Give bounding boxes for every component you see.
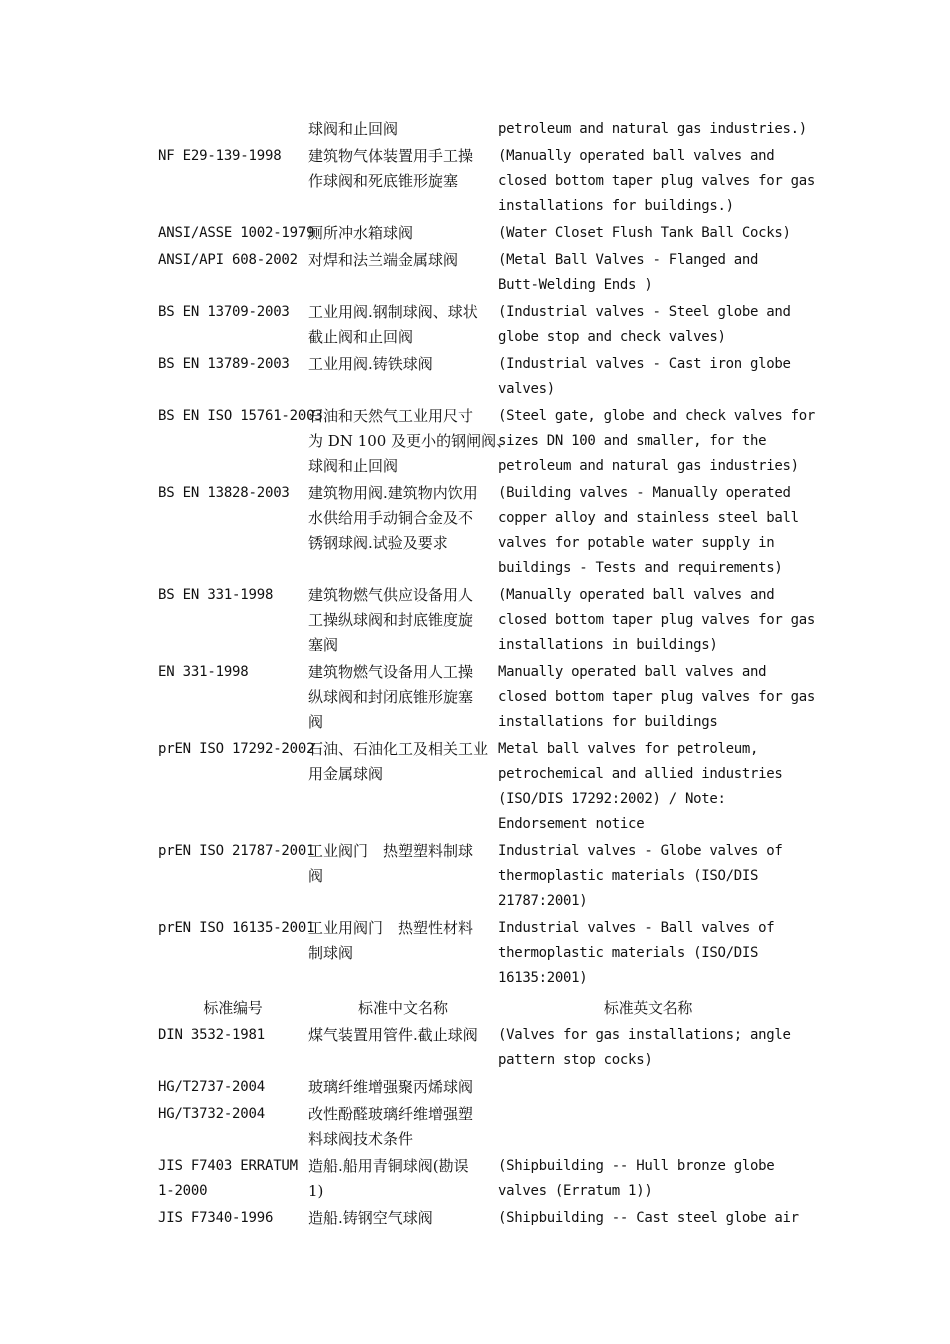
standard-code-cell bbox=[158, 144, 308, 169]
english-name-cell bbox=[498, 117, 807, 142]
chinese-name-line: 为 DN 100 及更小的钢闸阀、 bbox=[308, 432, 512, 450]
chinese-name-line: 纵球阀和封闭底锥形旋塞 bbox=[308, 688, 474, 706]
english-name-line: closed bottom taper plug valves for gas bbox=[498, 612, 816, 628]
chinese-name-line: 造船.铸钢空气球阀 bbox=[308, 1209, 433, 1227]
chinese-name-line: 建筑物燃气设备用人工操 bbox=[308, 663, 474, 681]
english-name-line: petroleum and natural gas industries.) bbox=[498, 121, 807, 137]
table-row bbox=[158, 481, 798, 581]
table-row bbox=[158, 1023, 798, 1073]
header-code: 标准编号 bbox=[203, 999, 263, 1017]
chinese-name-line: 截止阀和止回阀 bbox=[308, 328, 414, 346]
english-name-line: valves for potable water supply in bbox=[498, 535, 775, 551]
english-name-line: (Water Closet Flush Tank Ball Cocks) bbox=[498, 225, 791, 241]
chinese-name-line: 对焊和法兰端金属球阀 bbox=[308, 251, 459, 269]
chinese-name-line: 球阀和止回阀 bbox=[308, 457, 399, 475]
table-row bbox=[158, 248, 798, 298]
chinese-name-line: 塞阀 bbox=[308, 636, 339, 654]
standard-code-cell bbox=[158, 1206, 308, 1231]
english-name-line: Industrial valves - Globe valves of bbox=[498, 843, 783, 859]
standard-code-cell bbox=[158, 1075, 308, 1100]
table-row bbox=[158, 839, 798, 914]
standard-code-line: ANSI/API 608-2002 bbox=[158, 252, 298, 268]
standard-code-line: BS EN 13709-2003 bbox=[158, 304, 290, 320]
english-name-cell bbox=[498, 1206, 798, 1231]
standard-code-line: NF E29-139-1998 bbox=[158, 148, 282, 164]
english-name-line: 21787:2001) bbox=[498, 893, 588, 909]
standard-code-line: JIS F7340-1996 bbox=[158, 1210, 274, 1226]
table-row bbox=[158, 737, 798, 837]
table-row bbox=[158, 300, 798, 350]
chinese-name-cell bbox=[308, 1023, 498, 1048]
english-name-cell bbox=[498, 839, 798, 914]
standard-code-cell bbox=[158, 916, 315, 941]
table-row bbox=[158, 660, 816, 735]
chinese-name-line: 制球阀 bbox=[308, 944, 354, 962]
english-name-line: Butt-Welding Ends ) bbox=[498, 277, 653, 293]
chinese-name-line: 料球阀技术条件 bbox=[308, 1130, 414, 1148]
english-name-line: installations for buildings bbox=[498, 714, 718, 730]
english-name-cell bbox=[498, 1023, 798, 1073]
chinese-name-cell bbox=[308, 144, 498, 194]
chinese-name-line: 建筑物燃气供应设备用人 bbox=[308, 586, 474, 604]
english-name-line: (Shipbuilding -- Cast steel globe air bbox=[498, 1210, 799, 1226]
table-header bbox=[158, 993, 798, 1023]
standard-code-cell bbox=[158, 352, 308, 377]
english-name-line: pattern stop cocks) bbox=[498, 1052, 653, 1068]
english-name-line: 16135:2001) bbox=[498, 970, 588, 986]
standard-code-line: EN 331-1998 bbox=[158, 664, 249, 680]
chinese-name-cell bbox=[308, 481, 498, 556]
english-name-cell bbox=[498, 221, 798, 246]
table-row bbox=[158, 583, 816, 658]
chinese-name-line: 工业用阀.铸铁球阀 bbox=[308, 355, 433, 373]
standard-code-cell bbox=[158, 1023, 308, 1048]
chinese-name-line: 水供给用手动铜合金及不 bbox=[308, 509, 474, 527]
english-name-cell bbox=[498, 737, 798, 837]
standard-code-line: BS EN 331-1998 bbox=[158, 587, 274, 603]
chinese-name-cell bbox=[308, 1102, 498, 1152]
standard-code-line: prEN ISO 21787-2001 bbox=[158, 843, 315, 859]
standard-code-line: BS EN ISO 15761-2003 bbox=[158, 408, 323, 424]
english-name-line: copper alloy and stainless steel ball bbox=[498, 510, 799, 526]
standard-code-line: BS EN 13789-2003 bbox=[158, 356, 290, 372]
english-name-line: thermoplastic materials (ISO/DIS bbox=[498, 945, 759, 961]
english-name-line: installations for buildings.) bbox=[498, 198, 734, 214]
english-name-cell bbox=[498, 916, 798, 991]
english-name-line: Manually operated ball valves and bbox=[498, 664, 767, 680]
english-name-line: thermoplastic materials (ISO/DIS bbox=[498, 868, 759, 884]
chinese-name-line: 1) bbox=[308, 1182, 324, 1200]
chinese-name-line: 阀 bbox=[308, 867, 324, 885]
chinese-name-line: 作球阀和死底锥形旋塞 bbox=[308, 172, 459, 190]
standard-code-cell bbox=[158, 1154, 308, 1204]
standard-code-cell bbox=[158, 300, 308, 325]
table-row bbox=[158, 1075, 798, 1100]
table-row bbox=[158, 1154, 798, 1204]
standard-code-cell bbox=[158, 248, 308, 273]
chinese-name-line: 玻璃纤维增强聚丙烯球阀 bbox=[308, 1078, 474, 1096]
english-name-line: (Industrial valves - Steel globe and bbox=[498, 304, 791, 320]
standard-code-cell bbox=[158, 481, 308, 506]
english-name-line: Endorsement notice bbox=[498, 816, 645, 832]
chinese-name-line: 厕所冲水箱球阀 bbox=[308, 224, 414, 242]
chinese-name-line: 建筑物用阀.建筑物内饮用 bbox=[308, 484, 478, 502]
english-name-line: (Valves for gas installations; angle bbox=[498, 1027, 791, 1043]
english-name-line: (Industrial valves - Cast iron globe bbox=[498, 356, 791, 372]
standard-code-cell bbox=[158, 221, 315, 246]
standards-table bbox=[158, 117, 816, 1233]
chinese-name-cell bbox=[308, 248, 498, 273]
chinese-name-line: 锈钢球阀.试验及要求 bbox=[308, 534, 448, 552]
standard-code-line: prEN ISO 17292-2002 bbox=[158, 741, 315, 757]
chinese-name-cell bbox=[308, 583, 498, 658]
standards-rows-before-header bbox=[158, 117, 816, 993]
chinese-name-line: 石油、石油化工及相关工业 bbox=[308, 740, 489, 758]
chinese-name-cell bbox=[308, 1075, 498, 1100]
english-name-line: globe stop and check valves) bbox=[498, 329, 726, 345]
chinese-name-cell bbox=[308, 1206, 498, 1231]
standard-code-line: ANSI/ASSE 1002-1979 bbox=[158, 225, 315, 241]
standard-code-cell bbox=[158, 839, 315, 864]
chinese-name-line: 建筑物气体装置用手工操 bbox=[308, 147, 474, 165]
table-row bbox=[158, 144, 816, 219]
english-name-cell bbox=[498, 1154, 798, 1204]
english-name-cell bbox=[498, 404, 816, 479]
chinese-name-cell bbox=[308, 352, 498, 377]
standard-code-line: DIN 3532-1981 bbox=[158, 1027, 265, 1043]
english-name-line: valves) bbox=[498, 381, 555, 397]
english-name-line: (ISO/DIS 17292:2002) / Note: bbox=[498, 791, 726, 807]
standard-code-cell bbox=[158, 1102, 308, 1127]
chinese-name-line: 煤气装置用管件.截止球阀 bbox=[308, 1026, 478, 1044]
chinese-name-line: 工操纵球阀和封底锥度旋 bbox=[308, 611, 474, 629]
chinese-name-line: 工业用阀.钢制球阀、球状 bbox=[308, 303, 478, 321]
english-name-line: (Metal Ball Valves - Flanged and bbox=[498, 252, 759, 268]
standard-code-line: BS EN 13828-2003 bbox=[158, 485, 290, 501]
chinese-name-line: 石油和天然气工业用尺寸 bbox=[308, 407, 474, 425]
chinese-name-cell bbox=[308, 737, 498, 787]
standard-code-line: HG/T3732-2004 bbox=[158, 1106, 265, 1122]
header-chinese-name: 标准中文名称 bbox=[357, 999, 448, 1017]
table-row bbox=[158, 916, 798, 991]
english-name-line: (Manually operated ball valves and bbox=[498, 587, 775, 603]
chinese-name-cell bbox=[308, 117, 498, 142]
standard-code-cell bbox=[158, 737, 315, 762]
english-name-line: petroleum and natural gas industries) bbox=[498, 458, 799, 474]
table-row bbox=[158, 1102, 798, 1152]
english-name-cell bbox=[498, 352, 798, 402]
table-row bbox=[158, 221, 798, 246]
chinese-name-cell bbox=[308, 916, 498, 966]
english-name-line: (Shipbuilding -- Hull bronze globe bbox=[498, 1158, 775, 1174]
chinese-name-cell bbox=[308, 660, 498, 735]
english-name-line: valves (Erratum 1)) bbox=[498, 1183, 653, 1199]
english-name-cell bbox=[498, 660, 816, 735]
english-name-line: (Building valves - Manually operated bbox=[498, 485, 791, 501]
chinese-name-line: 造船.船用青铜球阀(勘误 bbox=[308, 1157, 469, 1175]
english-name-cell bbox=[498, 481, 798, 581]
english-name-line: (Manually operated ball valves and bbox=[498, 148, 775, 164]
standard-code-cell bbox=[158, 583, 308, 608]
english-name-line: (Steel gate, globe and check valves for bbox=[498, 408, 816, 424]
standards-rows-after-header bbox=[158, 1023, 798, 1233]
english-name-line: installations in buildings) bbox=[498, 637, 718, 653]
english-name-line: buildings - Tests and requirements) bbox=[498, 560, 783, 576]
standard-code-line: HG/T2737-2004 bbox=[158, 1079, 265, 1095]
chinese-name-line: 阀 bbox=[308, 713, 324, 731]
english-name-cell bbox=[498, 144, 816, 219]
english-name-line: Metal ball valves for petroleum, bbox=[498, 741, 759, 757]
chinese-name-cell bbox=[308, 300, 498, 350]
standard-code-line: 1-2000 bbox=[158, 1183, 208, 1199]
chinese-name-line: 工业阀门 热塑塑料制球 bbox=[308, 842, 474, 860]
table-row bbox=[158, 1206, 798, 1231]
chinese-name-line: 工业用阀门 热塑性材料 bbox=[308, 919, 474, 937]
standard-code-line: JIS F7403 ERRATUM bbox=[158, 1158, 298, 1174]
table-row bbox=[158, 117, 807, 142]
chinese-name-cell bbox=[308, 1154, 498, 1204]
standard-code-line: prEN ISO 16135-2001 bbox=[158, 920, 315, 936]
chinese-name-line: 球阀和止回阀 bbox=[308, 120, 399, 138]
english-name-line: closed bottom taper plug valves for gas bbox=[498, 173, 816, 189]
english-name-line: petrochemical and allied industries bbox=[498, 766, 783, 782]
table-row bbox=[158, 404, 816, 479]
header-english-name: 标准英文名称 bbox=[603, 999, 693, 1017]
english-name-cell bbox=[498, 583, 816, 658]
standard-code-cell bbox=[158, 404, 323, 429]
table-row bbox=[158, 352, 798, 402]
chinese-name-line: 改性酚醛玻璃纤维增强塑 bbox=[308, 1105, 474, 1123]
standard-code-cell bbox=[158, 660, 308, 685]
chinese-name-cell bbox=[308, 404, 512, 479]
chinese-name-cell bbox=[308, 839, 498, 889]
chinese-name-cell bbox=[308, 221, 498, 246]
english-name-line: Industrial valves - Ball valves of bbox=[498, 920, 775, 936]
english-name-cell bbox=[498, 300, 798, 350]
chinese-name-line: 用金属球阀 bbox=[308, 765, 384, 783]
english-name-line: closed bottom taper plug valves for gas bbox=[498, 689, 816, 705]
english-name-cell bbox=[498, 248, 798, 298]
english-name-line: sizes DN 100 and smaller, for the bbox=[498, 433, 767, 449]
